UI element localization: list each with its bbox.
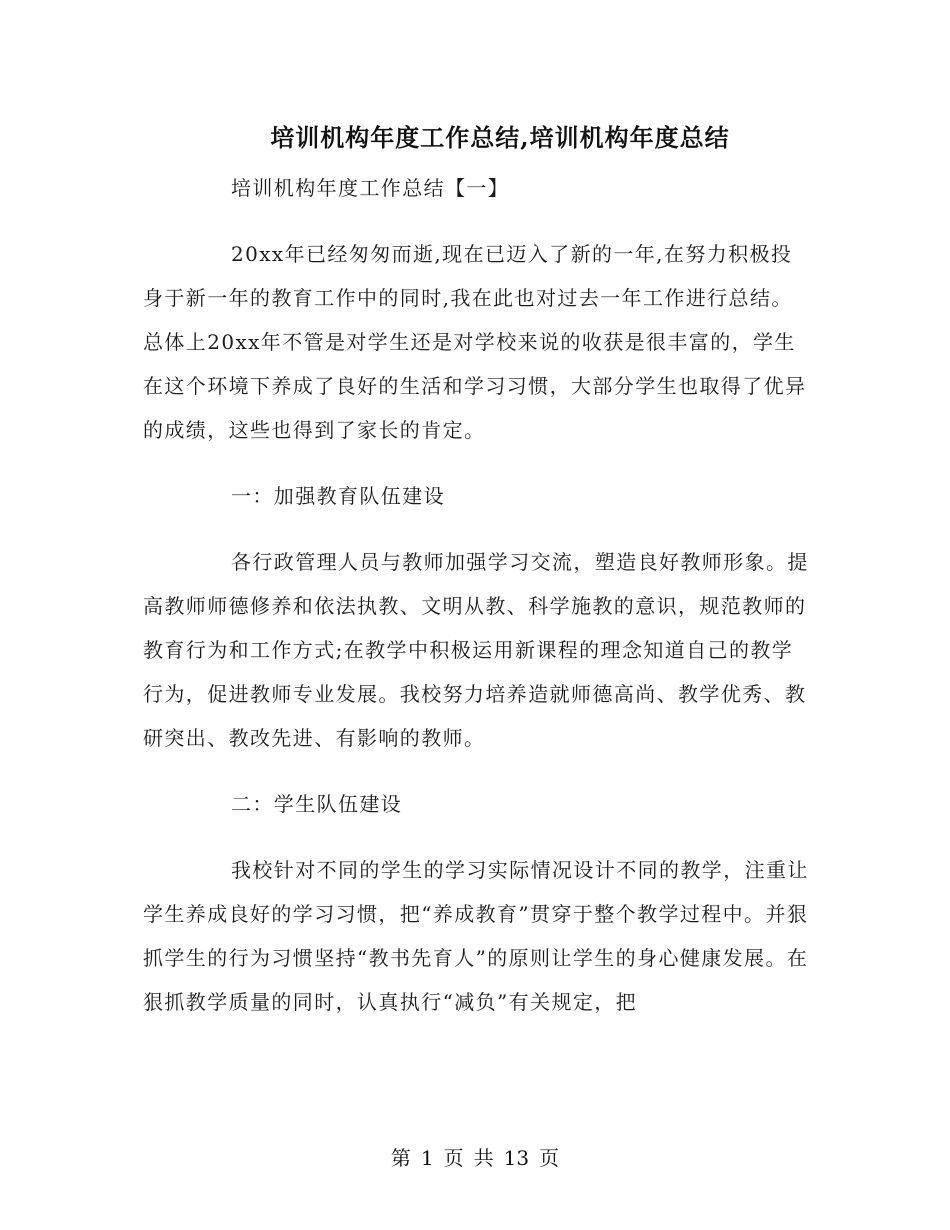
spacer: [143, 760, 811, 782]
spacer: [143, 452, 811, 474]
section-subtitle: 培训机构年度工作总结【一】: [231, 176, 510, 200]
footer-total-word: 页: [539, 1146, 560, 1170]
spacer: [143, 826, 811, 848]
paragraph-students: 我校针对不同的学生的学习实际情况设计不同的教学，注重让学生养成良好的学习习惯，把“养成教育”贯穿于整个教学过程中。并狠抓学生的行为习惯坚持“教书先育人”的原则让学生的身心健康发展。在狠抓教学质量的同时，认真执行“减负”有关规定，把: [143, 858, 809, 1014]
footer-total-prefix: 共: [473, 1146, 494, 1170]
heading-section-1: 一：加强教育队伍建设: [231, 484, 445, 508]
footer-page-prefix: 第: [390, 1146, 411, 1170]
page-footer: [0, 1138, 950, 1178]
footer-current-page: 1: [420, 1146, 434, 1170]
document-title: 培训机构年度工作总结,培训机构年度总结: [270, 123, 730, 153]
footer-page-word: 页: [443, 1146, 464, 1170]
footer-total-pages: 13: [503, 1146, 530, 1170]
paragraph-teachers: 各行政管理人员与教师加强学习交流，塑造良好教师形象。提高教师师德修养和依法执教、文明从教、科学施教的意识，规范教师的教育行为和工作方式;在教学中积极运用新课程的理念知道自己的教学行为，促进教师专业发展。我校努力培养造就师德高尚、教学优秀、教研突出、教改先进、有影响的教师。: [143, 550, 809, 750]
spacer: [143, 518, 811, 540]
heading-section-2: 二：学生队伍建设: [231, 792, 403, 816]
paragraph-intro: 20xx年已经匆匆而逝,现在已迈入了新的一年,在努力积极投身于新一年的教育工作中的同时,我在此也对过去一年工作进行总结。总体上20xx年不管是对学生还是对学校来说的收获是很丰富的，学生在这个环境下养成了良好的生活和学习习惯，大部分学生也取得了优异的成绩，这些也得到了家长的肯定。: [143, 242, 807, 442]
spacer: [143, 210, 811, 232]
document-body: [143, 166, 811, 1024]
